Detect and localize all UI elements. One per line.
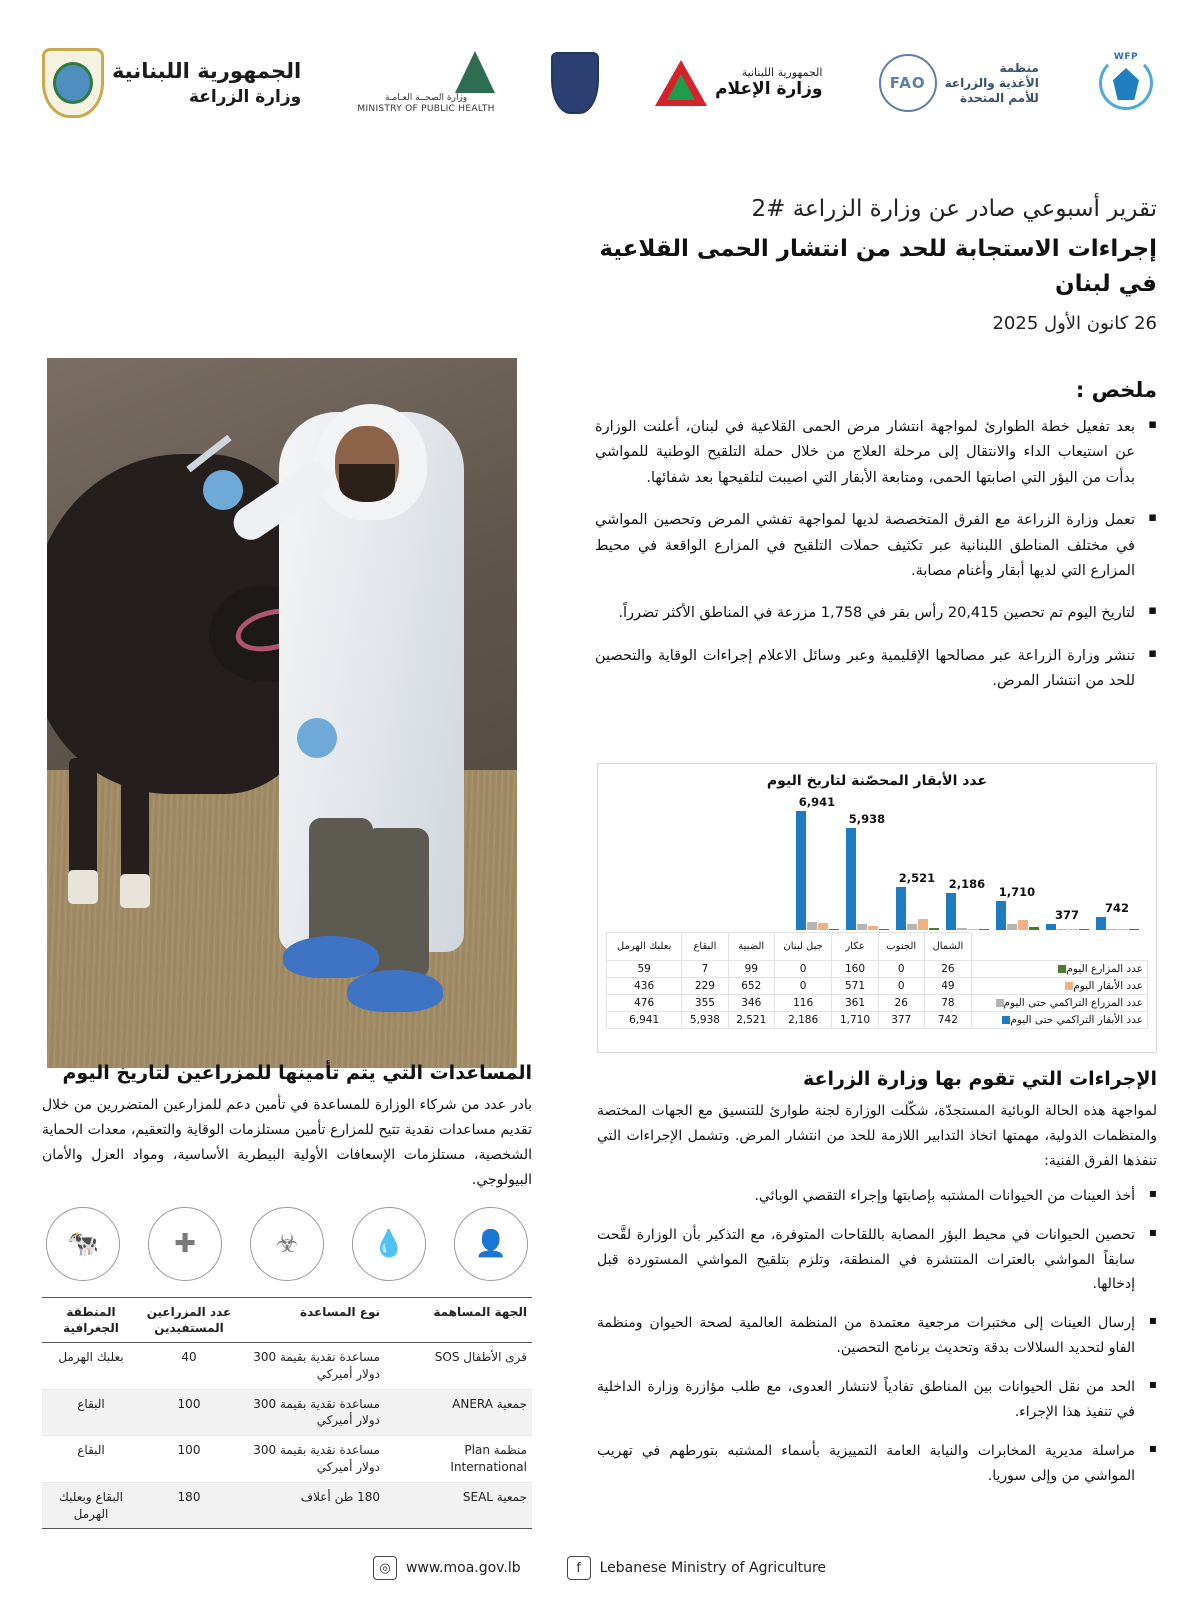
- legend-swatch-icon: [1002, 1016, 1010, 1024]
- summary-bullet-list: [595, 415, 1157, 711]
- chart-bar: [1118, 929, 1128, 930]
- chart-col-header: الشمال: [924, 933, 971, 961]
- chart-bar-group: [942, 800, 992, 930]
- chart-table-row: [607, 995, 1148, 1012]
- procedures-heading: الإجراءات التي تقوم بها وزارة الزراعة: [803, 1068, 1157, 1090]
- chart-table-cell: 78: [924, 995, 971, 1012]
- chart-series-label: عدد الأبقار اليوم: [972, 978, 1148, 995]
- moa-logo-line2: وزارة الزراعة: [188, 86, 302, 107]
- chart-table-cell: 7: [682, 961, 728, 978]
- chart-data-label: 2,186: [948, 876, 986, 891]
- chart-table-cell: 99: [728, 961, 774, 978]
- moa-emblem-icon: [42, 48, 104, 118]
- chart-series-label: عدد المزارع اليوم: [972, 961, 1148, 978]
- aid-table-header-row: [42, 1297, 532, 1342]
- chart-bar-group: [1042, 800, 1092, 930]
- chart-data-label: 2,521: [898, 870, 936, 885]
- aid-cell-type: 180 طن أعلاف: [238, 1482, 385, 1529]
- summary-bullet: ▪ لتاريخ اليوم تم تحصين 20,415 رأس بقر في 1,758 مزرعة في المناطق الأكثر تضرراً.: [595, 601, 1157, 626]
- fao-line-3: للأمم المتحدة: [959, 90, 1039, 105]
- aid-cell-org: منظمة Plan International: [385, 1436, 532, 1483]
- chart-table-cell: 355: [682, 995, 728, 1012]
- legend-swatch-icon: [1065, 982, 1073, 990]
- facebook-icon: f: [567, 1556, 591, 1580]
- chart-table-row: [607, 1012, 1148, 1029]
- chart-table-cell: 116: [774, 995, 831, 1012]
- summary-bullet: ▪ بعد تفعيل خطة الطوارئ لمواجهة انتشار مرض الحمى القلاعية في لبنان، أعلنت الوزارة عن استيعاب الداء والانتقال إلى مرحلة العلاج من خلال حملة التلقيح الوطنية للمواشي بدأت من البؤر التي اصابتها الحمى، ومتابعة الأبقار التي اصيبت لتلقيحها بعد شفائها.: [595, 415, 1157, 491]
- chart-bar: [1079, 929, 1089, 930]
- chart-bar-groups: [792, 795, 1142, 930]
- chart-bar: [918, 919, 928, 930]
- chart-col-header: الضبية: [728, 933, 774, 961]
- chart-bar: [1096, 917, 1106, 930]
- chart-bar: [996, 901, 1006, 930]
- chart-bar: [879, 929, 889, 930]
- chart-table-cell: 0: [878, 978, 924, 995]
- chart-bar: [868, 926, 878, 930]
- procedures-section: [597, 1068, 1157, 1503]
- lebanon-cedar-icon: [655, 60, 707, 106]
- procedure-bullet: ▪ تحصين الحيوانات في محيط البؤر المصابة باللقاحات المتوفرة، مع التذكير بأن الوزارة لقَّحت سابقاً المواشي بالعترات المنتشرة في المنطقة، وتلزم بتلقيح المواشي المستوردة قبل إدخالها.: [597, 1223, 1157, 1298]
- table-row: [42, 1436, 532, 1483]
- chart-data-label: 742: [1104, 901, 1129, 916]
- chart-bar: [829, 929, 839, 930]
- chart-data-label: 6,941: [798, 795, 836, 810]
- report-subtitle: تقرير أسبوعي صادر عن وزارة الزراعة #2: [751, 196, 1157, 222]
- chart-table-cell: 26: [878, 995, 924, 1012]
- fao-logo: [879, 54, 1039, 112]
- vaccination-photo: [47, 358, 517, 1068]
- chart-bar-group: [1092, 800, 1142, 930]
- fao-line-1: منظمة: [999, 60, 1039, 75]
- chart-bar: [957, 928, 967, 930]
- cedar-tree-icon: [455, 51, 495, 93]
- header-logo-bar: [0, 28, 1199, 138]
- protective-suit-icon: 👤: [454, 1207, 528, 1281]
- aid-paragraph: بادر عدد من شركاء الوزارة للمساعدة في تأمين دعم للمزارعين المتضررين من خلال تقديم مساعدات نقدية تتيح للمزارع تأمين مستلزمات الوقاية والتعقيم، معدات الحماية الشخصية، مستلزمات الإسعافات الأولية البيطرية الأساسية، ومواد العزل والأمان البيولوجي.: [42, 1097, 532, 1188]
- chart-table-row: [607, 961, 1148, 978]
- procedure-bullet: ▪ مراسلة مديرية المخابرات والنيابة العامة التمييزية بأسماء المشتبه بتورطهم في تهريب المواشي من وإلى سوريا.: [597, 1439, 1157, 1489]
- moa-logo-text: [112, 58, 301, 107]
- chart-bar: [1007, 924, 1017, 930]
- procedure-bullet: ▪ الحد من نقل الحيوانات بين المناطق تفادياً لانتشار العدوى، مع طلب مؤازرة وزارة الداخلية في تنفيذ هذا الإجراء.: [597, 1375, 1157, 1425]
- aid-header-org: الجهة المساهمة: [385, 1297, 532, 1342]
- table-row: [42, 1482, 532, 1529]
- aid-cell-count: 180: [140, 1482, 238, 1529]
- chart-bar: [818, 923, 828, 930]
- moph-logo-line1: وزارة الصحــة العـامـة: [384, 92, 468, 103]
- chart-bar: [846, 828, 856, 930]
- chart-table-cell: 377: [878, 1012, 924, 1029]
- aid-header-count: عدد المزراعين المستفيدين: [140, 1297, 238, 1342]
- chart-col-header: الجنوب: [878, 933, 924, 961]
- fao-line-2: الأغذية والزراعة: [944, 75, 1039, 90]
- website-icon: ◎: [373, 1556, 397, 1580]
- chart-bar-group: [992, 800, 1042, 930]
- chart-table-cell: 160: [832, 961, 878, 978]
- wfp-logo: [1095, 52, 1157, 114]
- chart-table-cell: 6,941: [607, 1012, 682, 1029]
- aid-cell-type: مساعدة نقدية بقيمة 300 دولار أميركي: [238, 1436, 385, 1483]
- aid-cell-count: 100: [140, 1436, 238, 1483]
- chart-bar: [807, 922, 817, 930]
- aid-cell-geo: بعلبك الهرمل: [42, 1343, 140, 1390]
- chart-table-cell: 361: [832, 995, 878, 1012]
- chart-table-header-row: [607, 933, 1148, 961]
- chart-bar: [1107, 929, 1117, 930]
- chart-col-header: البقاع: [682, 933, 728, 961]
- biohazard-disposal-icon: ☣: [250, 1207, 324, 1281]
- vaccinated-cows-chart: [597, 763, 1157, 1053]
- chart-table-body: [607, 961, 1148, 1029]
- chart-col-header: جبل لبنان: [774, 933, 831, 961]
- moph-logo: [357, 51, 494, 116]
- aid-cell-org: جمعية SEAL: [385, 1482, 532, 1529]
- moa-logo-line1: الجمهورية اللبنانية: [112, 59, 302, 84]
- chart-table-corner: [972, 933, 1148, 961]
- page-footer: [0, 1556, 1199, 1580]
- chart-table-cell: 2,186: [774, 1012, 831, 1029]
- chart-table-cell: 571: [832, 978, 878, 995]
- moa-logo: [42, 48, 301, 118]
- wfp-wordmark: WFP: [1113, 52, 1139, 62]
- chart-table-cell: 59: [607, 961, 682, 978]
- page-title: إجراءات الاستجابة للحد من انتشار الحمى القلاعية في لبنان: [599, 236, 1157, 297]
- chart-bar: [796, 811, 806, 930]
- chart-bar-group: [792, 795, 842, 930]
- chart-series-label: عدد المزراع التراكمي حتى اليوم: [972, 995, 1148, 1012]
- chart-bar: [1029, 927, 1039, 930]
- website-link[interactable]: [373, 1556, 521, 1580]
- chart-table-cell: 436: [607, 978, 682, 995]
- chart-title: عدد الأبقار المحصّنة لتاريخ اليوم: [766, 773, 988, 789]
- chart-table-cell: 2,521: [728, 1012, 774, 1029]
- chart-table-cell: 1,710: [832, 1012, 878, 1029]
- report-date: 26 كانون الأول 2025: [992, 313, 1157, 334]
- chart-data-label: 1,710: [998, 884, 1036, 899]
- legend-swatch-icon: [996, 999, 1004, 1007]
- chart-bar: [857, 924, 867, 930]
- aid-header-type: نوع المساعدة: [238, 1297, 385, 1342]
- chart-table-cell: 476: [607, 995, 682, 1012]
- aid-cell-type: مساعدة نقدية بقيمة 300 دولار أميركي: [238, 1389, 385, 1436]
- chart-table-cell: 0: [878, 961, 924, 978]
- chart-bar: [1129, 929, 1139, 930]
- chart-table-cell: 652: [728, 978, 774, 995]
- chart-bar: [1046, 924, 1056, 930]
- table-row: [42, 1389, 532, 1436]
- chart-col-header: عكار: [832, 933, 878, 961]
- aid-cell-org: جمعية ANERA: [385, 1389, 532, 1436]
- procedure-bullet: ▪ إرسال العينات إلى مختبرات مرجعية معتمدة من المنظمة العالمية لصحة الحيوان ومنظمة الفاو لتحديد السلالات بدقة وتحديث برنامج التحصين.: [597, 1311, 1157, 1361]
- summary-bullet: ▪ تعمل وزارة الزراعة مع الفرق المتخصصة لديها لمواجهة تفشي المرض وتحصين المواشي في مختلف المناطق اللبنانية عبر تكثيف حملات التلقيح في المزارع الواقعة في محيط المزارع التي لديها أبقار وأغنام مصابة.: [595, 508, 1157, 584]
- chart-bar: [907, 924, 917, 930]
- isf-shield-icon: [551, 52, 599, 114]
- chart-table-cell: 0: [774, 961, 831, 978]
- chart-bar: [979, 929, 989, 930]
- aid-cell-count: 100: [140, 1389, 238, 1436]
- website-label: www.moa.gov.lb: [405, 1560, 521, 1576]
- aid-header-geo: المنطقة الجغرافية: [42, 1297, 140, 1342]
- chart-bar: [1018, 920, 1028, 930]
- summary-heading: ملخص :: [1075, 378, 1157, 402]
- summary-bullet: ▪ تنشر وزارة الزراعة عبر مصالحها الإقليمية وعبر وسائل الاعلام إجراءات الوقاية والتحصين للحد من انتشار المرض.: [595, 644, 1157, 695]
- first-aid-kit-icon: ✚: [148, 1207, 222, 1281]
- chart-bar: [968, 929, 978, 930]
- chart-col-header: بعلبك الهرمل: [607, 933, 682, 961]
- chart-bar-group: [892, 800, 942, 930]
- chart-data-table: [606, 932, 1148, 1029]
- chart-table-cell: 229: [682, 978, 728, 995]
- aid-icon-row: [46, 1207, 528, 1281]
- chart-table-cell: 49: [924, 978, 971, 995]
- aid-table-body: [42, 1343, 532, 1529]
- facebook-link[interactable]: [567, 1556, 826, 1580]
- procedure-bullet: ▪ أخذ العينات من الحيوانات المشتبه بإصابتها وإجراء التقصي الوبائي.: [597, 1184, 1157, 1209]
- chart-table-cell: 5,938: [682, 1012, 728, 1029]
- chart-plot-area: [606, 795, 1148, 930]
- procedures-paragraph: لمواجهة هذه الحالة الوبائية المستجدّة، شكّلت الوزارة لجنة طوارئ للتنسيق مع الجهات المختصة والمنظمات الدولية، مهمتها اتخاذ التدابير اللازمة للحد من انتشار المرض. وتشمل الإجراءات التي تنفذها الفرق الفنية:: [597, 1103, 1157, 1169]
- chart-data-label: 377: [1054, 907, 1079, 922]
- chart-table-cell: 742: [924, 1012, 971, 1029]
- chart-bar: [929, 928, 939, 930]
- chart-bar: [946, 893, 956, 930]
- chart-bar-group: [842, 800, 892, 930]
- chart-bar: [1068, 929, 1078, 930]
- report-title-block: [597, 196, 1157, 334]
- aid-cell-geo: البقاع: [42, 1436, 140, 1483]
- table-row: [42, 1343, 532, 1390]
- disinfectant-bottles-icon: 💧: [352, 1207, 426, 1281]
- moi-logo-line2: وزارة الإعلام: [715, 79, 823, 100]
- chart-bar: [1057, 929, 1067, 930]
- aid-cell-geo: البقاع: [42, 1389, 140, 1436]
- aid-cell-geo: البقاع وبعلبك الهرمل: [42, 1482, 140, 1529]
- chart-bar: [896, 887, 906, 930]
- aid-heading: المساعدات التي يتم تأمينها للمزراعين لتاريخ اليوم: [62, 1062, 532, 1084]
- chart-table-cell: 0: [774, 978, 831, 995]
- aid-section: [42, 1062, 532, 1529]
- moi-logo-line1: الجمهورية اللبنانية: [741, 65, 823, 79]
- chart-series-label: عدد الأبقار التراكمي حتى اليوم: [972, 1012, 1148, 1029]
- chart-table-cell: 346: [728, 995, 774, 1012]
- aid-contributions-table: [42, 1297, 532, 1530]
- aid-cell-type: مساعدة نقدية بقيمة 300 دولار أميركي: [238, 1343, 385, 1390]
- chart-data-label: 5,938: [848, 812, 886, 827]
- isf-logo: [551, 52, 599, 114]
- chart-table-row: [607, 978, 1148, 995]
- facebook-label: Lebanese Ministry of Agriculture: [599, 1560, 827, 1576]
- moi-logo: [655, 60, 822, 106]
- livestock-vaccine-icon: 🐄: [46, 1207, 120, 1281]
- chart-table-cell: 26: [924, 961, 971, 978]
- aid-cell-org: قرى الأطفال SOS: [385, 1343, 532, 1390]
- procedures-bullet-list: [597, 1184, 1157, 1489]
- moph-logo-line2: MINISTRY OF PUBLIC HEALTH: [357, 104, 495, 114]
- aid-cell-count: 40: [140, 1343, 238, 1390]
- legend-swatch-icon: [1058, 965, 1066, 973]
- wfp-emblem-icon: [1095, 52, 1157, 114]
- fao-emblem-icon: FAO: [879, 54, 937, 112]
